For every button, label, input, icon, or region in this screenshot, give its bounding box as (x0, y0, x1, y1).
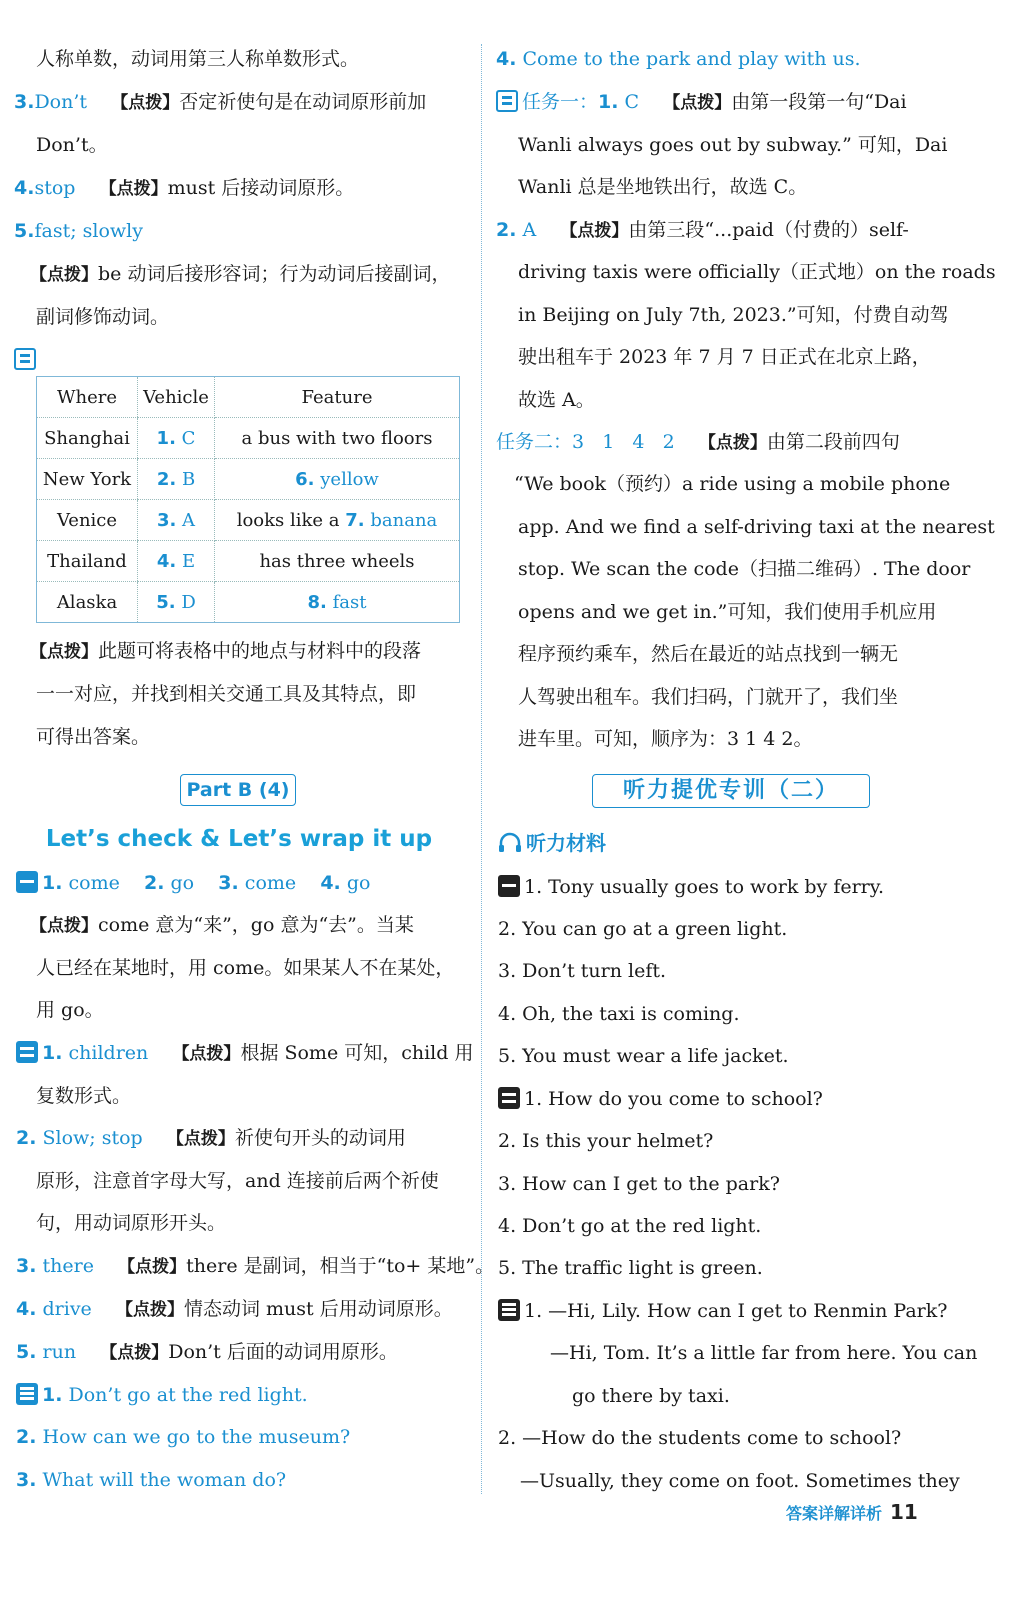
headphones-icon (498, 832, 522, 863)
s3-q2: 2. How can we go to the museum? (16, 1426, 351, 1448)
task1-q2: 2. A 【点拨】由第三段“...paid（付费的）self- (496, 219, 909, 241)
task2: 任务二：3 1 4 2 【点拨】由第二段前四句 (496, 431, 900, 453)
g3-line: 1. —Hi, Lily. How can I get to Renmin Park? (498, 1296, 947, 1326)
table-header: Where (37, 377, 138, 418)
table-row: Alaska 5. D 8. fast (37, 582, 460, 623)
task1-q2-cont: 故选 A。 (518, 389, 595, 411)
s2-q1-cont: 复数形式。 (36, 1085, 132, 1107)
task2-cont: stop. We scan the code（扫描二维码）. The door (518, 558, 971, 580)
task2-cont: 人驾驶出租车。我们扫码，门就开了，我们坐 (518, 686, 899, 708)
part-b-label: Part B (4) (180, 774, 296, 806)
s1-tip-cont: 人已经在某地时，用 come。如果某人不在某处， (36, 957, 455, 979)
left-q3-cont: Don’t。 (36, 134, 108, 156)
task1-q1-cont: Wanli always goes out by subway.” 可知，Dai (518, 134, 948, 156)
g1-line: 1. Tony usually goes to work by ferry. (498, 872, 884, 902)
task1-q1-cont: Wanli 总是坐地铁出行，故选 C。 (518, 176, 808, 198)
section-four-icon (14, 348, 36, 370)
left-q5-tip: 【点拨】be 动词后接形容词；行为动词后接副词， (30, 263, 451, 285)
table-tip-cont: 一一对应，并找到相关交通工具及其特点，即 (36, 683, 417, 705)
task2-cont: app. And we find a self-driving taxi at the nearest (518, 516, 995, 538)
vehicle-table (36, 376, 460, 623)
g2-line: 2. Is this your helmet? (498, 1130, 714, 1152)
listening-banner: 听力提优专训（二） (592, 774, 870, 808)
section-four-mark (14, 345, 40, 375)
section-two-icon (498, 1087, 520, 1109)
s2-q2: 2. Slow; stop 【点拨】祈使句开头的动词用 (16, 1127, 406, 1149)
section-two-icon (16, 1041, 38, 1063)
section-title: Let’s check & Let’s wrap it up (45, 826, 433, 852)
s1-tip-cont: 用 go。 (36, 999, 104, 1021)
s2-q2-cont: 句，用动词原形开头。 (36, 1212, 227, 1234)
g3-line: —Usually, they come on foot. Sometimes they (520, 1470, 960, 1492)
left-q3: 3.Don’t 【点拨】否定祈使句是在动词原形前加 (14, 91, 427, 113)
s1-tip: 【点拨】come 意为“来”，go 意为“去”。当某 (30, 914, 414, 936)
s2-q2-cont: 原形，注意首字母大写，and 连接前后两个祈使 (36, 1170, 439, 1192)
left-q4: 4.stop 【点拨】must 后接动词原形。 (14, 177, 355, 199)
table-tip: 【点拨】此题可将表格中的地点与材料中的段落 (30, 640, 422, 662)
section-four-icon (496, 90, 518, 112)
task2-cont: “We book（预约）a ride using a mobile phone (514, 473, 951, 495)
section-one-icon (16, 871, 38, 893)
s3-q1: 1. Don’t go at the red light. (16, 1380, 308, 1410)
listening-heading: 听力材料 (498, 828, 606, 863)
g3-line: —Hi, Tom. It’s a little far from here. You can (550, 1342, 978, 1364)
g3-line: 2. —How do the students come to school? (498, 1427, 902, 1449)
g2-line: 5. The traffic light is green. (498, 1257, 763, 1279)
task2-cont: 进车里。可知，顺序为：3 1 4 2。 (518, 728, 813, 750)
left-q5: 5.fast; slowly (14, 220, 143, 242)
left-q5-cont: 副词修饰动词。 (36, 306, 170, 328)
g2-line: 3. How can I get to the park? (498, 1173, 780, 1195)
table-header: Feature (215, 377, 460, 418)
s2-q1: 1. children 【点拨】根据 Some 可知，child 用 (16, 1038, 473, 1069)
s1-answers: 1. come 2. go 3. come 4. go (16, 868, 370, 898)
intro-line: 人称单数，动词用第三人称单数形式。 (36, 48, 360, 70)
footer-label: 答案详解详析 (786, 1504, 883, 1523)
s2-q4: 4. drive 【点拨】情态动词 must 后用动词原形。 (16, 1298, 453, 1320)
task2-cont: opens and we get in.”可知，我们使用手机应用 (518, 601, 937, 623)
table-header-row (37, 377, 460, 418)
task1-q2-cont: in Beijing on July 7th, 2023.”可知，付费自动驾 (518, 304, 949, 326)
table-header: Vehicle (138, 377, 215, 418)
g2-line: 1. How do you come to school? (498, 1084, 823, 1114)
table-row: Venice 3. A looks like a 7. banana (37, 500, 460, 541)
g1-line: 4. Oh, the taxi is coming. (498, 1003, 740, 1025)
table-row: New York 2. B 6. yellow (37, 459, 460, 500)
task1-q2-cont: driving taxis were officially（正式地）on the roads (518, 261, 996, 283)
task2-cont: 程序预约乘车，然后在最近的站点找到一辆无 (518, 643, 899, 665)
table-tip-cont: 可得出答案。 (36, 726, 151, 748)
right-q4: 4. Come to the park and play with us. (496, 48, 861, 70)
page-number: 11 (890, 1500, 918, 1524)
task1-q2-cont: 驶出租车于 2023 年 7 月 7 日正式在北京上路， (518, 346, 931, 368)
page-footer (786, 1500, 918, 1524)
section-three-icon (16, 1383, 38, 1405)
section-three-icon (498, 1299, 520, 1321)
table-row: Thailand 4. E has three wheels (37, 541, 460, 582)
s2-q5: 5. run 【点拨】Don’t 后面的动词用原形。 (16, 1341, 398, 1363)
s3-q3: 3. What will the woman do? (16, 1469, 287, 1491)
g1-line: 3. Don’t turn left. (498, 960, 667, 982)
g1-line: 2. You can go at a green light. (498, 918, 788, 940)
g3-line: go there by taxi. (572, 1385, 730, 1407)
g2-line: 4. Don’t go at the red light. (498, 1215, 762, 1237)
g1-line: 5. You must wear a life jacket. (498, 1045, 789, 1067)
task1-q1: 任务一：1. C 【点拨】由第一段第一句“Dai (496, 87, 907, 118)
section-one-icon (498, 875, 520, 897)
s2-q3: 3. there 【点拨】there 是副词，相当于“to+ 某地”。 (16, 1255, 495, 1277)
table-row: Shanghai 1. C a bus with two floors (37, 418, 460, 459)
